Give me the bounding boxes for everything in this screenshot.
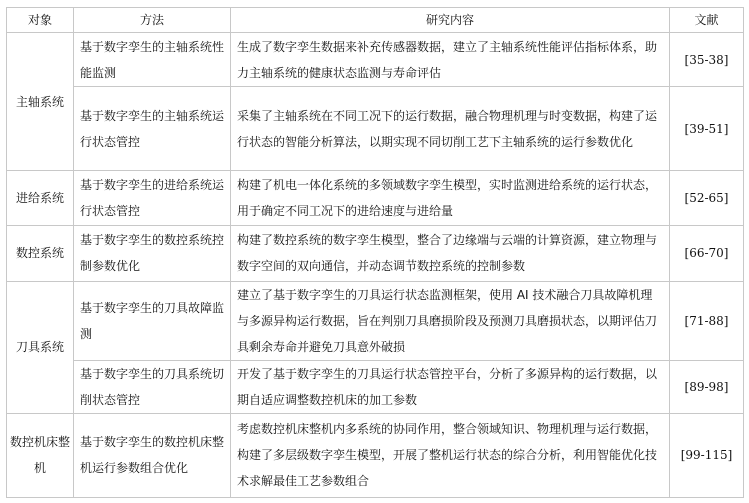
ref-cell: [66-70] [670, 226, 744, 281]
method-cell: 基于数字孪生的主轴系统运行状态管控 [74, 87, 231, 171]
object-cell-feed: 进给系统 [7, 171, 74, 226]
method-cell: 基于数字孪生的数控系统控制参数优化 [74, 226, 231, 281]
content-cell: 建立了基于数字孪生的刀具运行状态监测框架，使用 AI 技术融合刀具故障机理与多源异构运行数据，旨在判别刀具磨损阶段及预测刀具磨损状态，以期评估刀具剩余寿命并避免刀具意外破损 [231, 281, 670, 360]
table-row [7, 360, 744, 413]
content-cell: 采集了主轴系统在不同工况下的运行数据，融合物理机理与时变数据，构建了运行状态的智能分析算法，以期实现不同切削工艺下主轴系统的运行参数优化 [231, 87, 670, 171]
header-method: 方法 [74, 8, 231, 33]
table-row [7, 281, 744, 360]
object-cell-tool: 刀具系统 [7, 281, 74, 413]
method-cell: 基于数字孪生的刀具故障监测 [74, 281, 231, 360]
ref-cell: [52-65] [670, 171, 744, 226]
table-row [7, 226, 744, 281]
ref-cell: [35-38] [670, 33, 744, 87]
ref-cell: [71-88] [670, 281, 744, 360]
table-row [7, 413, 744, 497]
content-cell: 考虑数控机床整机内多系统的协同作用，整合领域知识、物理机理与运行数据，构建了多层级数字孪生模型，开展了整机运行状态的综合分析，利用智能优化技术求解最佳工艺参数组合 [231, 413, 670, 497]
research-table [6, 7, 744, 498]
method-cell: 基于数字孪生的主轴系统性能监测 [74, 33, 231, 87]
method-cell: 基于数字孪生的数控机床整机运行参数组合优化 [74, 413, 231, 497]
header-content: 研究内容 [231, 8, 670, 33]
header-row [7, 8, 744, 33]
content-cell: 构建了数控系统的数字孪生模型，整合了边缘端与云端的计算资源，建立物理与数字空间的双向通信，并动态调节数控系统的控制参数 [231, 226, 670, 281]
ref-cell: [99-115] [670, 413, 744, 497]
method-cell: 基于数字孪生的刀具系统切削状态管控 [74, 360, 231, 413]
table-row [7, 171, 744, 226]
header-object: 对象 [7, 8, 74, 33]
header-ref: 文献 [670, 8, 744, 33]
content-cell: 生成了数字孪生数据来补充传感器数据，建立了主轴系统性能评估指标体系，助力主轴系统的健康状态监测与寿命评估 [231, 33, 670, 87]
table-row [7, 33, 744, 87]
content-cell: 开发了基于数字孪生的刀具运行状态管控平台，分析了多源异构的运行数据，以期自适应调整数控机床的加工参数 [231, 360, 670, 413]
object-cell-spindle: 主轴系统 [7, 33, 74, 171]
table-row [7, 87, 744, 171]
method-cell: 基于数字孪生的进给系统运行状态管控 [74, 171, 231, 226]
ref-cell: [39-51] [670, 87, 744, 171]
object-cell-machine: 数控机床整机 [7, 413, 74, 497]
object-cell-cnc: 数控系统 [7, 226, 74, 281]
ref-cell: [89-98] [670, 360, 744, 413]
content-cell: 构建了机电一体化系统的多领域数字孪生模型，实时监测进给系统的运行状态，用于确定不同工况下的进给速度与进给量 [231, 171, 670, 226]
